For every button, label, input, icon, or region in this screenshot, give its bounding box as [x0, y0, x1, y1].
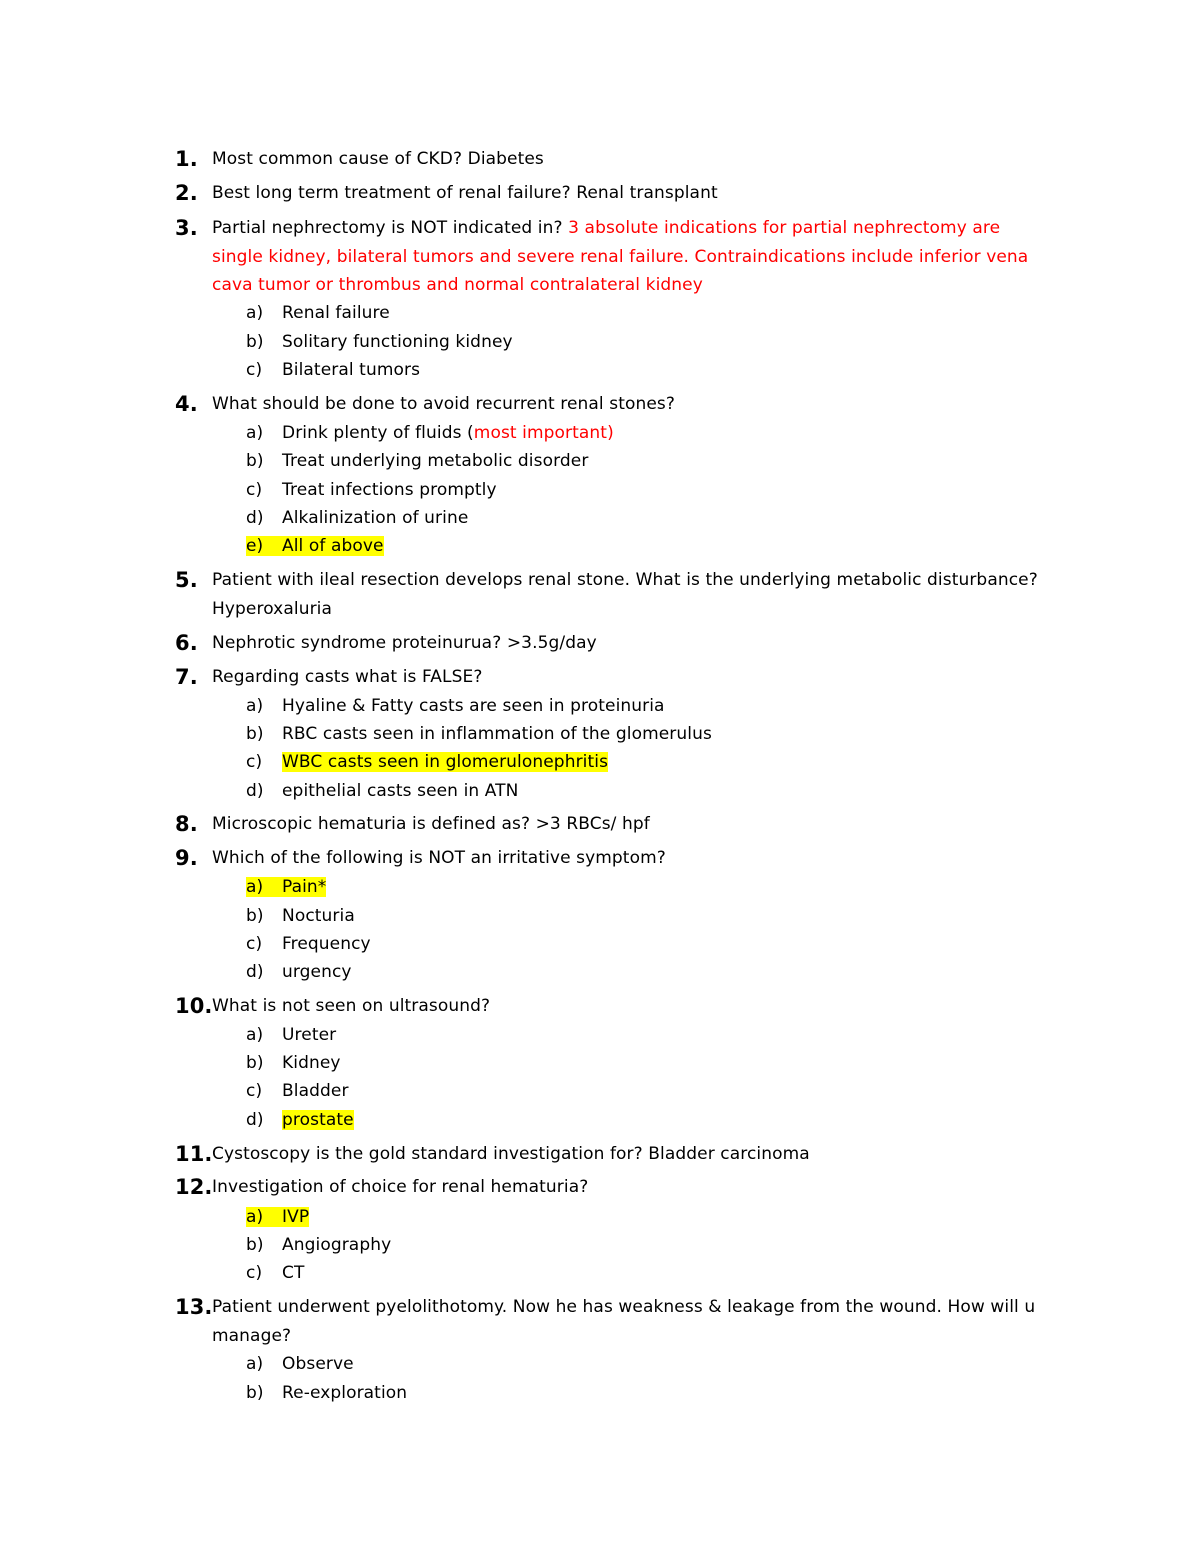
option-text: Drink plenty of fluids ( — [282, 423, 474, 443]
option-letter: d) — [246, 508, 264, 528]
option-text: WBC casts seen in glomerulonephritis — [282, 752, 609, 772]
option-text: IVP — [282, 1207, 310, 1227]
question-3 — [175, 214, 1055, 300]
option-text: Bilateral tumors — [282, 360, 421, 380]
option-text: Bladder — [282, 1081, 349, 1101]
option-letter: d) — [246, 781, 264, 801]
option — [246, 1259, 304, 1288]
option-letter: a) — [246, 1025, 264, 1045]
option-text: Treat underlying metabolic disorder — [282, 451, 589, 471]
option-letter: a) — [246, 1354, 264, 1374]
option-letter: c) — [246, 934, 263, 954]
answer-note: 3 absolute indications for partial nephrectomy are single kidney, bilateral tumors and severe renal failure. Contraindications include inferior vena cava tumor or thrombus and normal contralateral kidney — [212, 218, 1029, 295]
question-number: 13. — [175, 1295, 213, 1319]
option — [246, 1049, 341, 1078]
question-12 — [175, 1173, 1055, 1202]
answer-note: most important) — [473, 423, 614, 443]
option-text: Nocturia — [282, 906, 355, 926]
question-1 — [175, 145, 1055, 174]
question-number: 2. — [175, 181, 198, 205]
question-number: 9. — [175, 846, 198, 870]
question-13 — [175, 1293, 1055, 1350]
question-7 — [175, 663, 1055, 692]
option-text: Re-exploration — [282, 1383, 408, 1403]
option-text: CT — [282, 1263, 305, 1283]
question-5 — [175, 566, 1055, 623]
option-letter: a) — [246, 303, 264, 323]
question-number: 4. — [175, 392, 198, 416]
option-text: Hyaline & Fatty casts are seen in proteinuria — [282, 696, 665, 716]
question-text: Investigation of choice for renal hematuria? — [212, 1177, 589, 1197]
option-highlighted — [246, 1106, 354, 1135]
question-number: 10. — [175, 994, 213, 1018]
option — [246, 1021, 336, 1050]
option-text: RBC casts seen in inflammation of the glomerulus — [282, 724, 712, 744]
question-number: 11. — [175, 1142, 213, 1166]
question-6 — [175, 629, 1055, 658]
option-letter: e) — [246, 536, 264, 556]
option-letter: c) — [246, 480, 263, 500]
option-text: Kidney — [282, 1053, 341, 1073]
option-text: Solitary functioning kidney — [282, 332, 513, 352]
option — [246, 1379, 407, 1408]
question-2 — [175, 179, 1055, 208]
option-highlighted — [246, 1203, 309, 1232]
option — [246, 447, 588, 476]
option-letter: b) — [246, 332, 264, 352]
option — [246, 902, 355, 931]
option — [246, 476, 497, 505]
option-letter: c) — [246, 752, 263, 772]
question-text: Best long term treatment of renal failure? Renal transplant — [212, 183, 718, 203]
option-letter: c) — [246, 1081, 263, 1101]
option-letter: b) — [246, 724, 264, 744]
question-9 — [175, 844, 1055, 873]
option-highlighted — [246, 873, 326, 902]
option-text: All of above — [282, 536, 384, 556]
question-text: Patient underwent pyelolithotomy. Now he has weakness & leakage from the wound. How will u manage? — [212, 1297, 1036, 1346]
question-number: 8. — [175, 812, 198, 836]
option-letter: a) — [246, 696, 264, 716]
question-number: 12. — [175, 1175, 213, 1199]
option-letter: c) — [246, 360, 263, 380]
question-8 — [175, 810, 1055, 839]
option-text: epithelial casts seen in ATN — [282, 781, 519, 801]
question-text: Patient with ileal resection develops renal stone. What is the underlying metabolic disturbance? Hyperoxaluria — [212, 570, 1038, 619]
option-highlighted — [246, 532, 384, 561]
option-text: Observe — [282, 1354, 354, 1374]
option — [246, 692, 665, 721]
option-text: urgency — [282, 962, 352, 982]
option-text: Angiography — [282, 1235, 392, 1255]
option-letter: b) — [246, 1053, 264, 1073]
option-letter: a) — [246, 877, 264, 897]
option-text: Pain* — [282, 877, 327, 897]
option — [246, 504, 468, 533]
option — [246, 419, 614, 448]
option-text: Frequency — [282, 934, 371, 954]
question-11 — [175, 1140, 1055, 1169]
question-text: Partial nephrectomy is NOT indicated in? — [212, 218, 569, 238]
question-number: 5. — [175, 568, 198, 592]
question-number: 3. — [175, 216, 198, 240]
option — [246, 328, 513, 357]
option-letter: b) — [246, 1383, 264, 1403]
option — [246, 1077, 349, 1106]
option-text: prostate — [282, 1110, 354, 1130]
option-letter: b) — [246, 1235, 264, 1255]
option-letter: b) — [246, 906, 264, 926]
option — [246, 1231, 391, 1260]
option — [246, 1350, 354, 1379]
option-letter: d) — [246, 962, 264, 982]
question-text: Which of the following is NOT an irritative symptom? — [212, 848, 666, 868]
option-text: Alkalinization of urine — [282, 508, 469, 528]
question-text: What should be done to avoid recurrent renal stones? — [212, 394, 675, 414]
option — [246, 356, 420, 385]
option-letter: a) — [246, 423, 264, 443]
question-10 — [175, 992, 1055, 1021]
question-number: 7. — [175, 665, 198, 689]
option-letter: d) — [246, 1110, 264, 1130]
option-highlighted — [246, 748, 608, 777]
option — [246, 720, 712, 749]
question-text: Microscopic hematuria is defined as? >3 RBCs/ hpf — [212, 814, 650, 834]
option-letter: c) — [246, 1263, 263, 1283]
option-text: Treat infections promptly — [282, 480, 497, 500]
question-text: Cystoscopy is the gold standard investigation for? Bladder carcinoma — [212, 1144, 810, 1164]
option-letter: b) — [246, 451, 264, 471]
option-text: Renal failure — [282, 303, 390, 323]
option — [246, 930, 371, 959]
option — [246, 958, 352, 987]
option-letter: a) — [246, 1207, 264, 1227]
question-text: Most common cause of CKD? Diabetes — [212, 149, 544, 169]
question-text: What is not seen on ultrasound? — [212, 996, 491, 1016]
option — [246, 299, 390, 328]
option-text: Ureter — [282, 1025, 337, 1045]
question-text: Regarding casts what is FALSE? — [212, 667, 483, 687]
option — [246, 777, 518, 806]
question-number: 1. — [175, 147, 198, 171]
question-4 — [175, 390, 1055, 419]
question-text: Nephrotic syndrome proteinurua? >3.5g/day — [212, 633, 597, 653]
question-number: 6. — [175, 631, 198, 655]
